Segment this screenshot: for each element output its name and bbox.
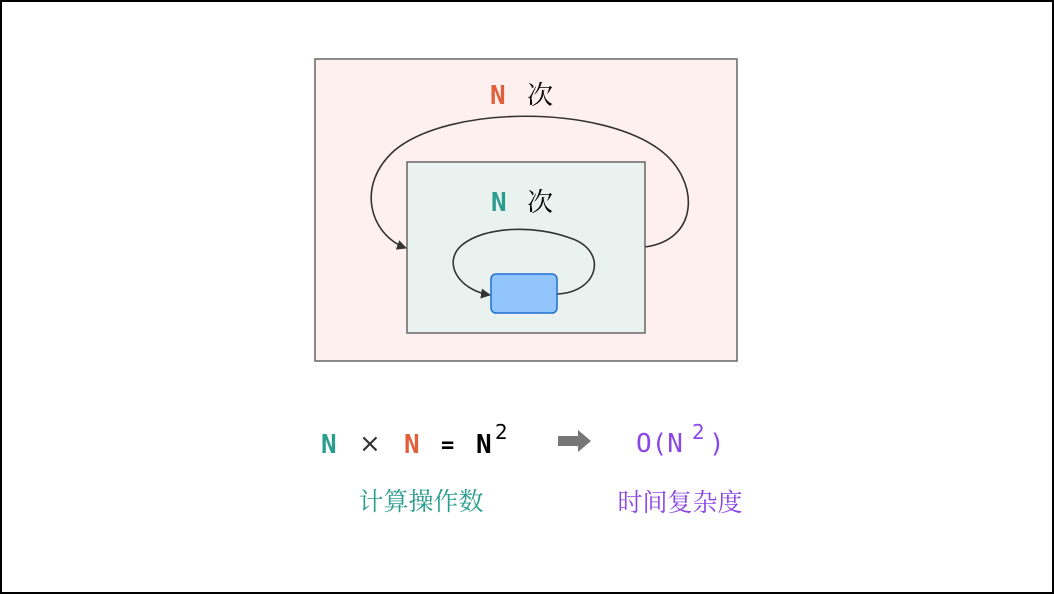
inner-loop-unit: 次 bbox=[527, 188, 554, 218]
formula-times: × bbox=[359, 429, 381, 459]
complexity-caption: 时间复杂度 bbox=[617, 488, 743, 517]
formula-caption: 计算操作数 bbox=[358, 487, 484, 516]
formula-result-exp: 2 bbox=[495, 420, 508, 444]
outer-loop-n: N bbox=[490, 81, 506, 111]
outer-loop-unit: 次 bbox=[527, 81, 554, 111]
formula-result-base: N bbox=[476, 430, 492, 460]
complexity-prefix: O(N bbox=[636, 429, 683, 459]
complexity-exp: 2 bbox=[692, 420, 705, 444]
inner-loop-n: N bbox=[491, 188, 507, 218]
implication-arrow bbox=[558, 430, 591, 452]
formula-n-right: N bbox=[404, 430, 420, 460]
complexity-suffix: ) bbox=[709, 429, 725, 459]
formula-n-left: N bbox=[321, 430, 337, 460]
operation-block bbox=[491, 274, 557, 313]
formula-equals: = bbox=[441, 433, 455, 458]
